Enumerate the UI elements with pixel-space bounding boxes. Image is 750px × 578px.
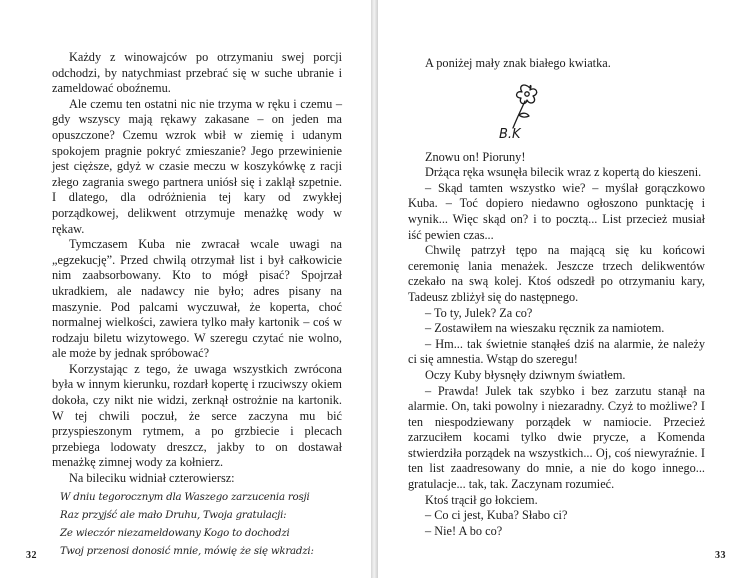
handwritten-line: Twoj przenosi donosić mnie, mówię że się wkradzi: — [60, 545, 314, 557]
paragraph: – Hm... tak świetnie stanąłeś dziś na alarmie, że należy ci się amnestia. Wstąp do szeregu! — [408, 336, 705, 367]
paragraph: Znowu on! Pioruny! — [425, 149, 526, 164]
left-page-text — [52, 50, 342, 563]
paragraph: – Skąd tamten wszystko wie? – myślał gorączkowo Kuba. – Toć dopiero niedawno ogłoszono punktację i wynik... Więc skąd on? i to pocztą... List przecież musiał iść pewien czas... — [408, 180, 705, 242]
handwritten-line: Raz przyjść ale mało Druhu, Twoja gratulacji: — [60, 509, 287, 521]
book-gutter — [371, 0, 378, 578]
paragraph: – Co ci jest, Kuba? Słabo ci? — [425, 508, 568, 523]
paragraph: A poniżej mały znak białego kwiatka. — [425, 56, 611, 70]
right-page — [378, 0, 750, 578]
handwritten-line: Ze wieczór niezameldowany Kogo to dochodzi — [60, 527, 290, 539]
paragraph: Każdy z winowajców po otrzymaniu swej porcji odchodzi, by natychmiast przebrać się w suche ubranie i zameldować oboźnemu. — [52, 50, 342, 96]
right-page-text — [408, 56, 705, 539]
paragraph: Korzystając z tego, że uwaga wszystkich zwrócona była w innym kierunku, rozdarł kopertę i rzuciwszy okiem dokoła, czy nikt nie widzi, zerknął ostrożnie na kartonik. W tej chwili poczuł, że serce zaczyna mu bić przyspieszonym rytmem, a po grzbiecie i plecach przebiega lodowaty dreszcz, jakby to on dostawał menażkę zimnej wody za kołnierz. — [52, 361, 342, 470]
paragraph: – Zostawiłem na wieszaku ręcznik za namiotem. — [425, 321, 665, 336]
paragraph: – Nie! A bo co? — [425, 523, 503, 538]
page-number: 32 — [26, 550, 37, 561]
white-flower-icon — [494, 80, 554, 144]
paragraph: Chwilę patrzył tępo na mającą się ku końcowi ceremonię lania menażek. Jeszcze trzech delikwentów czekało na swą kolej. Ktoś odszedł po otrzymaniu kary, Tadeusz zbliżył się do następnego. — [408, 243, 705, 304]
handwritten-quatrain — [60, 491, 342, 563]
left-page — [0, 0, 371, 578]
paragraph: – Prawda! Julek tak szybko i bez zarzutu stanął na alarmie. On, taki powolny i niezaradny. Czyż to możliwe? I ten niespodziewany porządek w namiocie. Przecież zarzuciłem kocami tylko dwie prycze, a Komenda stwierdziła porządek na wszystkich... Oj, coś niewyraźnie. I ten list zaadresowany do mnie, a nie do kogo innego... gratulacje... tak, tak. Zaczynam rozumieć. — [408, 383, 705, 492]
paragraph: Tymczasem Kuba nie zwracał wcale uwagi na „egzekucję”. Przed chwilą otrzymał list i był całkowicie nim zaabsorbowany. Kto to mógł pisać? Spojrzał ukradkiem, ale nadawcy nie było; adres pisany na maszynie. Pod palcami wyczuwał, że koperta, choć normalnej wielkości, zawiera tylko mały kartonik – coś w rodzaju biletu wizytowego. W szeregu czytać nie wolno, ale może by jednak spróbować? — [52, 237, 342, 361]
paragraph: – To ty, Julek? Za co? — [425, 305, 533, 320]
handwritten-line: W dniu tegorocznym dla Waszego zarzucenia rosji — [60, 491, 310, 503]
flower-initials: B.K — [499, 126, 521, 142]
paragraph: Ktoś trącił go łokciem. — [425, 492, 538, 507]
page-number: 33 — [715, 550, 726, 561]
paragraph: Ale czemu ten ostatni nic nie trzyma w ręku i czemu – gdy wszyscy mają rękawy zakasane – on jeden ma opuszczone? Czemu wzrok wbił w ziemię i udanym spokojem pragnie pokryć zmieszanie? Jego przewinienie jest cięższe, gdyż w czasie meczu w koszykówkę z racji złego zagrania swego partnera uniósł się i zaklął szpetnie. I dlatego, dla odróżnienia tej kary od zwykłej porządkowej, delikwent otrzymuje menażkę wody w rękaw. — [52, 96, 342, 236]
handwriting-intro: Na bileciku widniał czterowiersz: — [69, 471, 235, 486]
paragraph: Oczy Kuby błysnęły dziwnym światłem. — [425, 367, 626, 382]
paragraph: Drżąca ręka wsunęła bilecik wraz z kopertą do kieszeni. — [425, 165, 702, 180]
